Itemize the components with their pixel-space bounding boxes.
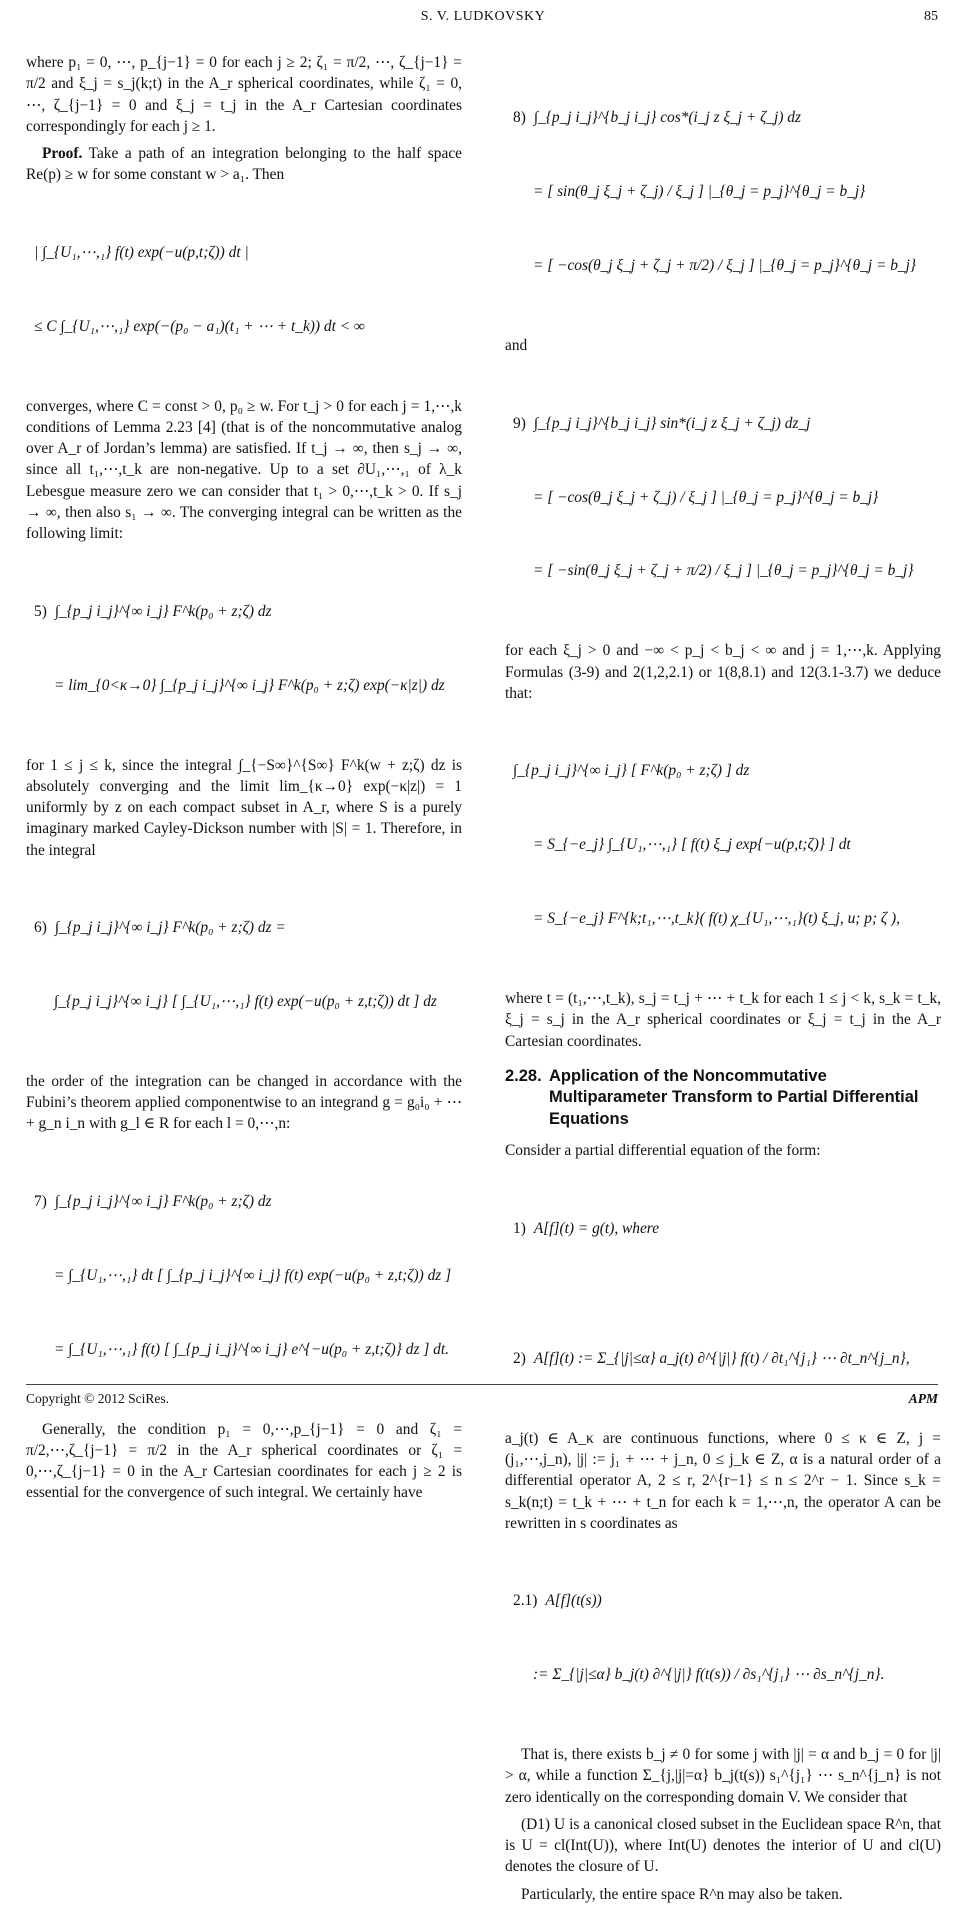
equation-number: 6): [34, 919, 47, 937]
section-number: 2.28.: [505, 1066, 542, 1085]
equation-line: [34, 1190, 462, 1215]
equation-line: = [ −cos(θ_j ξ_j + ζ_j + π/2) / ξ_j ] |_{θ_j = p_j}^{θ_j = b_j}: [533, 257, 917, 275]
equation-5: [26, 550, 462, 747]
paragraph-order: the order of the integration can be changed in accordance with the Fubini’s theorem applied componentwise to an integrand g = g₀i₀ + ⋯ + g_n i_n with g_l ∈ R for each l = 0,⋯,n:: [26, 1072, 462, 1133]
equation-line: = S_{−e_j} F^{k;t₁,⋯,t_k}( f(t) χ_{U₁,⋯,₁}(t) ξ_j, u; p; ζ ),: [533, 910, 900, 928]
equation-text: A[f](t) = g(t), where: [533, 1219, 660, 1237]
equation-line: [513, 106, 941, 131]
equation-line: | ∫_{U₁,⋯,₁} f(t) exp(−u(p,t;ζ)) dt |: [34, 243, 249, 261]
paragraph-converges: converges, where C = const > 0, p₀ ≥ w. For t_j > 0 for each j = 1,⋯,k conditions of Lemma 2.23 [4] (that is of the noncommutative analog over A_r of Jordan’s lemma) are satisfied. If t_j → ∞, then s_j → ∞, since all t₁,⋯,t_k are non-negative. Up to a set ∂U₁,⋯,₁ of λ_k Lebesgue measure zero we can consider that t₁ > 0,⋯,t_k > 0. If s_j → ∞, then also s₁ → ∞. The converging integral can be written as the following limit:: [26, 397, 462, 543]
equation-line: [34, 916, 462, 941]
equation-line: = [ −cos(θ_j ξ_j + ζ_j) / ξ_j ] |_{θ_j = p_j}^{θ_j = b_j}: [533, 488, 879, 506]
equation-line: = ∫_{U₁,⋯,₁} f(t) [ ∫_{p_j i_j}^{∞ i_j} e^{−u(p₀ + z,t;ζ)} dz ] dt.: [54, 1340, 449, 1358]
paragraph-proof: [26, 143, 462, 186]
equation-7: [26, 1141, 462, 1412]
equation-2: [505, 1298, 941, 1421]
equation-number: 7): [34, 1192, 47, 1210]
footer-copyright: Copyright © 2012 SciRes.: [26, 1391, 170, 1406]
equation-text: A[f](t) := Σ_{|j|≤α} a_j(t) ∂^{|j|} f(t) / ∂t₁^{j₁} ⋯ ∂t_n^{j_n},: [533, 1349, 910, 1367]
equation-line: [513, 412, 941, 437]
running-head: S. V. LUDKOVSKY: [420, 9, 546, 24]
equation-line: = S_{−e_j} ∫_{U₁,⋯,₁} [ f(t) ξ_j exp{−u(p,t;ζ)} ] dt: [533, 836, 851, 854]
equation-text: ∫_{p_j i_j}^{b_j i_j} cos*(i_j z ξ_j + ζ_j) dz: [533, 109, 801, 127]
equation-text: ∫_{p_j i_j}^{b_j i_j} sin*(i_j z ξ_j + ζ_j) dz_j: [533, 414, 811, 432]
equation-number: 1): [513, 1219, 526, 1237]
paragraph-particularly: Particularly, the entire space R^n may also be taken.: [521, 1885, 843, 1903]
equation-text: ∫_{p_j i_j}^{∞ i_j} F^k(p₀ + z;ζ) dz: [54, 1192, 272, 1210]
footer-journal: APM: [908, 1391, 938, 1406]
equation-line: ∫_{p_j i_j}^{∞ i_j} [ F^k(p₀ + z;ζ) ] dz: [513, 762, 750, 780]
equation-number: 5): [34, 602, 47, 620]
paragraph-and: and: [505, 337, 528, 355]
equation-line: [513, 1347, 941, 1372]
section-heading: [505, 1066, 941, 1130]
paragraph-d1: (D1) U is a canonical closed subset in the Euclidean space R^n, that is U = cl(Int(U)), where Int(U) denotes the interior of U and cl(U) denotes the closure of U.: [505, 1815, 941, 1876]
equation-text: A[f](t(s)): [545, 1592, 602, 1610]
paragraph-aj: a_j(t) ∈ A_κ are continuous functions, where 0 ≤ κ ∈ Z, j = (j₁,⋯,j_n), |j| := j₁ + ⋯ + j_n, 0 ≤ j_k ∈ Z, α is a natural order of a differential operator A, 2 ≤ r, 2^{r−1} ≤ n ≤ 2^r − 1. Since s_k = s_k(n;t) = t_k + ⋯ + t_n for each k = 1,⋯,n, the operator A can be rewritten in s coordinates as: [505, 1429, 941, 1532]
paragraph-foreach: for each ξ_j > 0 and −∞ < p_j < b_j < ∞ and j = 1,⋯,k. Applying Formulas (3-9) and 2(1,2,2.1) or 1(8,8.1) and 12(3.1-3.7) we deduce that:: [505, 642, 941, 702]
paragraph-where-2: where t = (t₁,⋯,t_k), s_j = t_j + ⋯ + t_k for each 1 ≤ j < k, s_k = t_k, ξ_j = s_j in the A_r spherical coordinates or ξ_j = t_j in the A_r Cartesian coordinates.: [505, 990, 941, 1050]
paragraph-thatis: That is, there exists b_j ≠ 0 for some j with |j| = α and b_j = 0 for |j| > α, while a function Σ_{j,|j|=α} b_j(t(s)) s₁^{j₁} ⋯ s_n^{j_n} is not zero identically on the corresponding domain V. We consider that: [505, 1746, 941, 1806]
equation-1: [505, 1167, 941, 1290]
paragraph-consider: Consider a partial differential equation of the form:: [505, 1142, 821, 1160]
equation-deduce: [505, 710, 941, 981]
equation-6: [26, 867, 462, 1064]
equation-line: := Σ_{|j|≤α} b_j(t) ∂^{|j|} f(t(s)) / ∂s₁^{j₁} ⋯ ∂s_n^{j_n}.: [533, 1666, 885, 1684]
equation-number: 2): [513, 1349, 526, 1367]
equation-text: ∫_{p_j i_j}^{∞ i_j} F^k(p₀ + z;ζ) dz: [54, 602, 272, 620]
footer-rule: [26, 1384, 938, 1385]
equation-number: 8): [513, 109, 526, 127]
equation-number: 9): [513, 414, 526, 432]
page-number: 85: [924, 9, 938, 24]
equation-bound: [26, 192, 462, 389]
paragraph-for: for 1 ≤ j ≤ k, since the integral ∫_{−S∞}^{S∞} F^k(w + z;ζ) dz is absolutely converging and the limit lim_{κ→0} exp(−κ|z|) = 1 uniformly by z on each compact subset in A_r, where S is a purely imaginary marked Cayley-Dickson number with |S| = 1. Therefore, in the integral: [26, 756, 462, 859]
paragraph-generally: Generally, the condition p₁ = 0,⋯,p_{j−1} = 0 and ζ₁ = π/2,⋯,ζ_{j−1} = π/2 in the A_r spherical coordinates or ζ₁ = 0,⋯,ζ_{j−1} = 0 in the A_r Cartesian coordinates for each j ≥ 2 is essential for the convergence of such integral. We certainly have: [26, 1420, 462, 1502]
right-column: [505, 52, 941, 1911]
section-title: Application of the Noncommutative Multiparameter Transform to Partial Differential Equations: [549, 1066, 919, 1128]
equation-line: ≤ C ∫_{U₁,⋯,₁} exp(−(p₀ − a₁)(t₁ + ⋯ + t_k)) dt < ∞: [34, 317, 365, 335]
proof-text: Take a path of an integration belonging to the half space Re(p) ≥ w for some constant w > a₁. Then: [26, 145, 462, 184]
left-column: [26, 52, 462, 1510]
equation-line: [513, 1589, 941, 1614]
equation-line: [513, 1217, 941, 1242]
equation-line: = [ −sin(θ_j ξ_j + ζ_j + π/2) / ξ_j ] |_{θ_j = p_j}^{θ_j = b_j}: [533, 562, 914, 580]
equation-9: [505, 362, 941, 633]
equation-text: ∫_{p_j i_j}^{∞ i_j} F^k(p₀ + z;ζ) dz =: [54, 919, 286, 937]
equation-line: ∫_{p_j i_j}^{∞ i_j} [ ∫_{U₁,⋯,₁} f(t) exp(−u(p₀ + z,t;ζ)) dt ] dz: [54, 992, 437, 1010]
equation-8: [505, 57, 941, 328]
paragraph-where: where p₁ = 0, ⋯, p_{j−1} = 0 for each j ≥ 2; ζ₁ = π/2, ⋯, ζ_{j−1} = π/2 and ξ_j = s_j(k;t) in the A_r spherical coordinates, while ζ₁ = 0, ⋯, ζ_{j−1} = 0 and ξ_j = t_j in the A_r Cartesian coordinates correspondingly for each j ≥ 1.: [26, 54, 462, 135]
equation-2-1: [505, 1540, 941, 1737]
proof-lead: Proof.: [42, 145, 83, 162]
equation-line: = lim_{0<κ→0} ∫_{p_j i_j}^{∞ i_j} F^k(p₀ + z;ζ) exp(−κ|z|) dz: [54, 676, 445, 694]
equation-number: 2.1): [513, 1592, 538, 1610]
equation-line: = ∫_{U₁,⋯,₁} dt [ ∫_{p_j i_j}^{∞ i_j} f(t) exp(−u(p₀ + z,t;ζ)) dz ]: [54, 1266, 452, 1284]
equation-line: = [ sin(θ_j ξ_j + ζ_j) / ξ_j ] |_{θ_j = p_j}^{θ_j = b_j}: [533, 183, 866, 201]
equation-line: [34, 600, 462, 625]
